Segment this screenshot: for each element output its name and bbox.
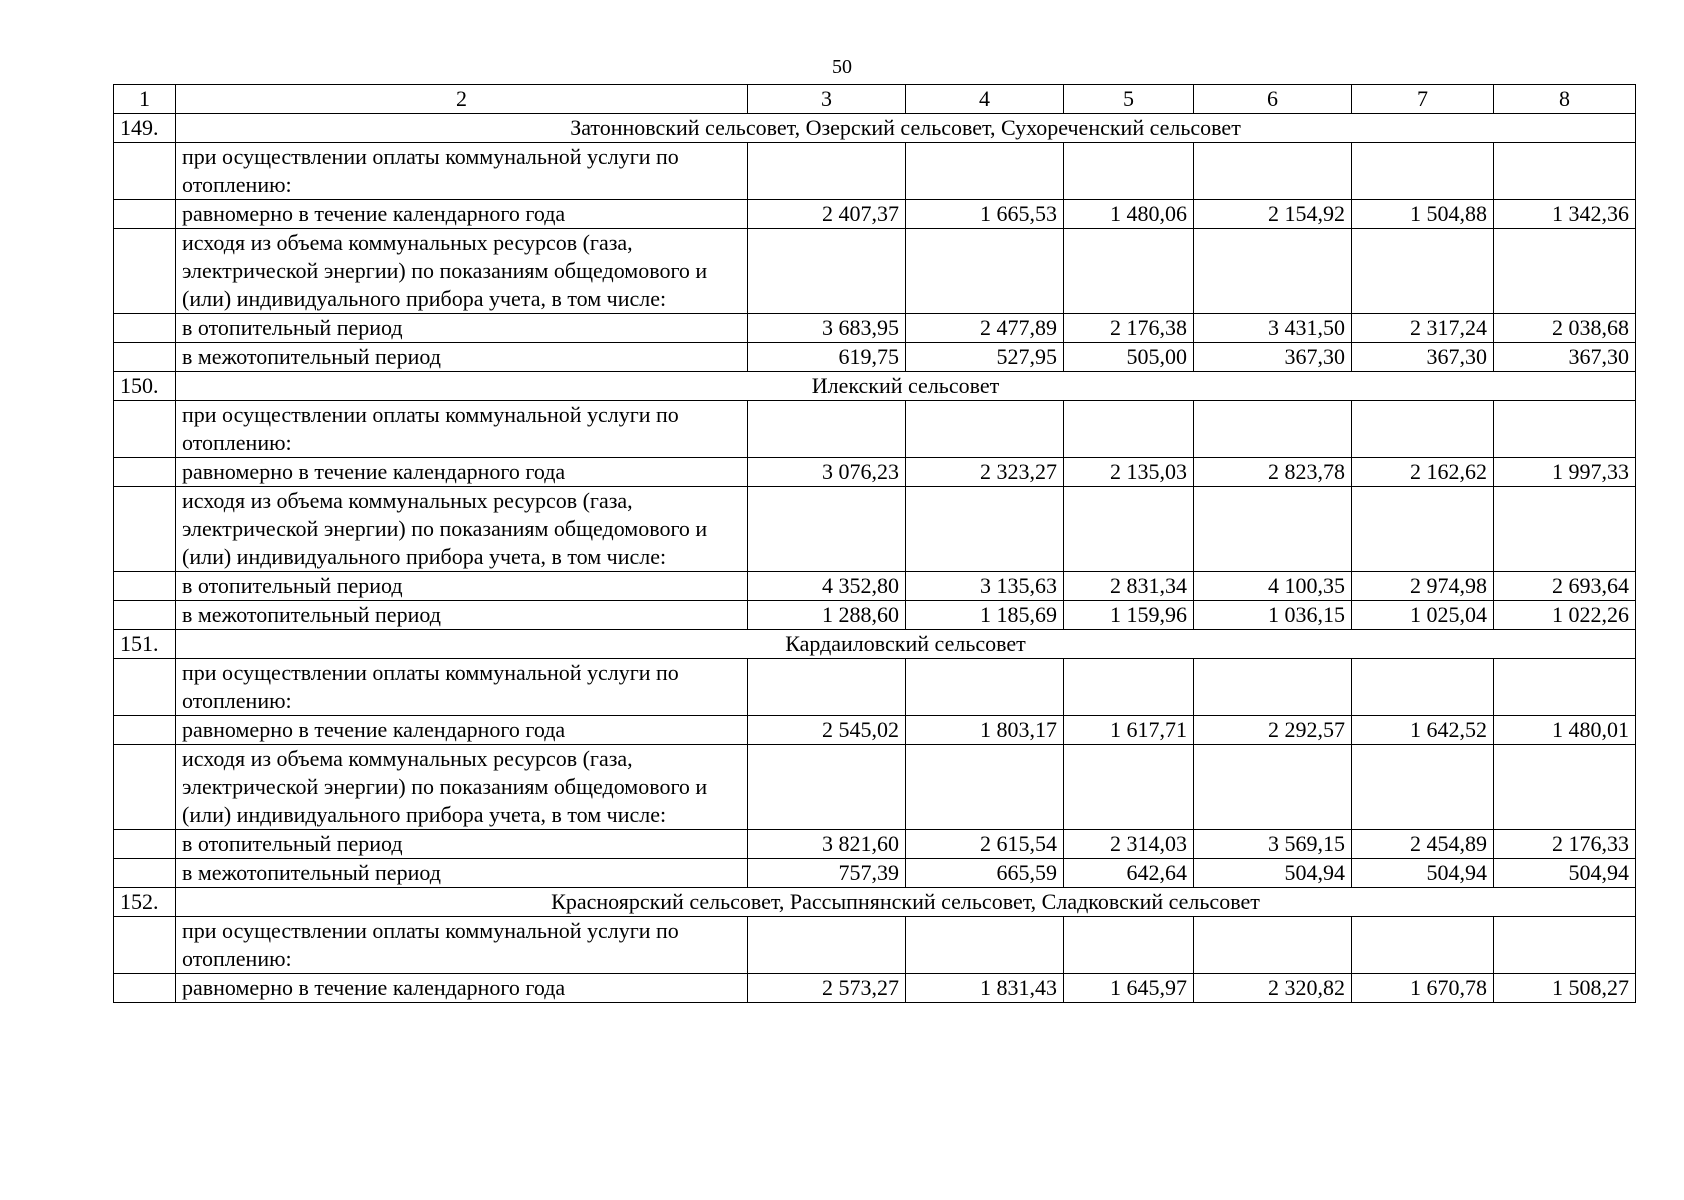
table-row: [114, 314, 1636, 343]
index-cell: [114, 200, 176, 229]
value-cell: 3 076,23: [748, 458, 906, 487]
index-cell: [114, 716, 176, 745]
value-cell: [1064, 143, 1194, 200]
value-cell: 504,94: [1494, 859, 1636, 888]
value-cell: 642,64: [1064, 859, 1194, 888]
value-cell: [906, 745, 1064, 830]
section-name: Кардаиловский сельсовет: [176, 630, 1636, 659]
index-cell: [114, 974, 176, 1003]
value-cell: 619,75: [748, 343, 906, 372]
value-cell: [1194, 745, 1352, 830]
value-cell: 3 431,50: [1194, 314, 1352, 343]
value-cell: 367,30: [1352, 343, 1494, 372]
row-label: исходя из объема коммунальных ресурсов (газа, электрической энергии) по показаниям общедомового и (или) индивидуального прибора учета, в том числе:: [176, 229, 748, 314]
value-cell: [1194, 143, 1352, 200]
value-cell: [1194, 917, 1352, 974]
value-cell: 2 477,89: [906, 314, 1064, 343]
value-cell: 1 508,27: [1494, 974, 1636, 1003]
tariff-table: [113, 84, 1636, 1003]
table-row: [114, 401, 1636, 458]
index-cell: [114, 659, 176, 716]
value-cell: 1 480,01: [1494, 716, 1636, 745]
value-cell: [748, 229, 906, 314]
row-label: в отопительный период: [176, 314, 748, 343]
table-row: [114, 716, 1636, 745]
index-cell: [114, 458, 176, 487]
row-label: равномерно в течение календарного года: [176, 716, 748, 745]
index-cell: [114, 917, 176, 974]
table-row: [114, 830, 1636, 859]
value-cell: 2 176,38: [1064, 314, 1194, 343]
value-cell: 2 407,37: [748, 200, 906, 229]
value-cell: [1064, 229, 1194, 314]
value-cell: [1064, 917, 1194, 974]
value-cell: 2 135,03: [1064, 458, 1194, 487]
section-name: Красноярский сельсовет, Рассыпнянский сельсовет, Сладковский сельсовет: [176, 888, 1636, 917]
value-cell: [906, 917, 1064, 974]
value-cell: [748, 143, 906, 200]
value-cell: 2 573,27: [748, 974, 906, 1003]
section-index: 152.: [114, 888, 176, 917]
value-cell: 2 545,02: [748, 716, 906, 745]
value-cell: [906, 229, 1064, 314]
section-row: [114, 888, 1636, 917]
value-cell: [748, 917, 906, 974]
value-cell: [1352, 143, 1494, 200]
value-cell: [1352, 917, 1494, 974]
row-label: равномерно в течение календарного года: [176, 974, 748, 1003]
value-cell: [1494, 487, 1636, 572]
table-row: [114, 745, 1636, 830]
value-cell: [906, 401, 1064, 458]
value-cell: [1352, 229, 1494, 314]
value-cell: 2 320,82: [1194, 974, 1352, 1003]
value-cell: 2 176,33: [1494, 830, 1636, 859]
value-cell: 527,95: [906, 343, 1064, 372]
value-cell: [1494, 659, 1636, 716]
value-cell: 3 683,95: [748, 314, 906, 343]
value-cell: [1194, 487, 1352, 572]
value-cell: 2 615,54: [906, 830, 1064, 859]
value-cell: [1352, 487, 1494, 572]
column-header: 3: [748, 85, 906, 114]
value-cell: [748, 487, 906, 572]
row-label: в межотопительный период: [176, 343, 748, 372]
value-cell: [1494, 401, 1636, 458]
value-cell: [1494, 229, 1636, 314]
value-cell: [1494, 917, 1636, 974]
value-cell: 3 569,15: [1194, 830, 1352, 859]
table-row: [114, 200, 1636, 229]
value-cell: [1494, 143, 1636, 200]
value-cell: [1194, 401, 1352, 458]
column-header: 2: [176, 85, 748, 114]
table-row: [114, 458, 1636, 487]
index-cell: [114, 143, 176, 200]
value-cell: [1064, 659, 1194, 716]
value-cell: [1494, 745, 1636, 830]
value-cell: 2 154,92: [1194, 200, 1352, 229]
value-cell: 1 997,33: [1494, 458, 1636, 487]
column-header: 6: [1194, 85, 1352, 114]
value-cell: 2 162,62: [1352, 458, 1494, 487]
index-cell: [114, 401, 176, 458]
table-row: [114, 659, 1636, 716]
value-cell: 1 831,43: [906, 974, 1064, 1003]
section-row: [114, 630, 1636, 659]
value-cell: 2 317,24: [1352, 314, 1494, 343]
value-cell: 2 323,27: [906, 458, 1064, 487]
value-cell: 4 100,35: [1194, 572, 1352, 601]
value-cell: 3 821,60: [748, 830, 906, 859]
row-label: в межотопительный период: [176, 601, 748, 630]
value-cell: [906, 659, 1064, 716]
value-cell: 2 831,34: [1064, 572, 1194, 601]
column-header: 7: [1352, 85, 1494, 114]
index-cell: [114, 487, 176, 572]
value-cell: 3 135,63: [906, 572, 1064, 601]
value-cell: 1 645,97: [1064, 974, 1194, 1003]
table-row: [114, 229, 1636, 314]
column-header: 8: [1494, 85, 1636, 114]
value-cell: [748, 659, 906, 716]
section-index: 149.: [114, 114, 176, 143]
table-row: [114, 859, 1636, 888]
table-row: [114, 143, 1636, 200]
section-name: Илекский сельсовет: [176, 372, 1636, 401]
table-row: [114, 974, 1636, 1003]
value-cell: [1194, 659, 1352, 716]
index-cell: [114, 601, 176, 630]
section-name: Затонновский сельсовет, Озерский сельсовет, Сухореченский сельсовет: [176, 114, 1636, 143]
column-header-row: [114, 85, 1636, 114]
value-cell: [1064, 745, 1194, 830]
index-cell: [114, 343, 176, 372]
value-cell: 2 693,64: [1494, 572, 1636, 601]
value-cell: 1 025,04: [1352, 601, 1494, 630]
value-cell: [748, 401, 906, 458]
row-label: в отопительный период: [176, 830, 748, 859]
value-cell: 1 480,06: [1064, 200, 1194, 229]
value-cell: 1 617,71: [1064, 716, 1194, 745]
page-number: 50: [832, 56, 852, 78]
value-cell: 1 159,96: [1064, 601, 1194, 630]
row-label: при осуществлении оплаты коммунальной услуги по отоплению:: [176, 143, 748, 200]
row-label: при осуществлении оплаты коммунальной услуги по отоплению:: [176, 401, 748, 458]
column-header: 5: [1064, 85, 1194, 114]
value-cell: [748, 745, 906, 830]
row-label: равномерно в течение календарного года: [176, 458, 748, 487]
table-row: [114, 572, 1636, 601]
value-cell: 2 974,98: [1352, 572, 1494, 601]
row-label: в межотопительный период: [176, 859, 748, 888]
value-cell: 1 036,15: [1194, 601, 1352, 630]
index-cell: [114, 859, 176, 888]
table-row: [114, 601, 1636, 630]
value-cell: 2 038,68: [1494, 314, 1636, 343]
column-header: 1: [114, 85, 176, 114]
row-label: исходя из объема коммунальных ресурсов (газа, электрической энергии) по показаниям общедомового и (или) индивидуального прибора учета, в том числе:: [176, 487, 748, 572]
index-cell: [114, 229, 176, 314]
index-cell: [114, 572, 176, 601]
index-cell: [114, 745, 176, 830]
value-cell: 757,39: [748, 859, 906, 888]
row-label: исходя из объема коммунальных ресурсов (газа, электрической энергии) по показаниям общедомового и (или) индивидуального прибора учета, в том числе:: [176, 745, 748, 830]
value-cell: [1064, 487, 1194, 572]
column-header: 4: [906, 85, 1064, 114]
row-label: при осуществлении оплаты коммунальной услуги по отоплению:: [176, 917, 748, 974]
value-cell: 1 185,69: [906, 601, 1064, 630]
value-cell: 1 642,52: [1352, 716, 1494, 745]
index-cell: [114, 830, 176, 859]
value-cell: 505,00: [1064, 343, 1194, 372]
value-cell: 1 288,60: [748, 601, 906, 630]
section-index: 151.: [114, 630, 176, 659]
value-cell: 367,30: [1494, 343, 1636, 372]
table-row: [114, 343, 1636, 372]
value-cell: 367,30: [1194, 343, 1352, 372]
value-cell: [1352, 401, 1494, 458]
section-row: [114, 372, 1636, 401]
value-cell: 2 823,78: [1194, 458, 1352, 487]
section-index: 150.: [114, 372, 176, 401]
value-cell: 1 670,78: [1352, 974, 1494, 1003]
value-cell: 504,94: [1194, 859, 1352, 888]
value-cell: 2 292,57: [1194, 716, 1352, 745]
row-label: в отопительный период: [176, 572, 748, 601]
value-cell: [1352, 745, 1494, 830]
value-cell: 1 504,88: [1352, 200, 1494, 229]
section-row: [114, 114, 1636, 143]
value-cell: 1 022,26: [1494, 601, 1636, 630]
value-cell: [1352, 659, 1494, 716]
value-cell: [906, 143, 1064, 200]
value-cell: 2 314,03: [1064, 830, 1194, 859]
index-cell: [114, 314, 176, 343]
value-cell: 1 803,17: [906, 716, 1064, 745]
value-cell: 504,94: [1352, 859, 1494, 888]
value-cell: 2 454,89: [1352, 830, 1494, 859]
value-cell: 4 352,80: [748, 572, 906, 601]
row-label: равномерно в течение календарного года: [176, 200, 748, 229]
table-row: [114, 917, 1636, 974]
row-label: при осуществлении оплаты коммунальной услуги по отоплению:: [176, 659, 748, 716]
value-cell: 1 342,36: [1494, 200, 1636, 229]
value-cell: [906, 487, 1064, 572]
value-cell: 1 665,53: [906, 200, 1064, 229]
value-cell: [1194, 229, 1352, 314]
value-cell: [1064, 401, 1194, 458]
value-cell: 665,59: [906, 859, 1064, 888]
table-row: [114, 487, 1636, 572]
